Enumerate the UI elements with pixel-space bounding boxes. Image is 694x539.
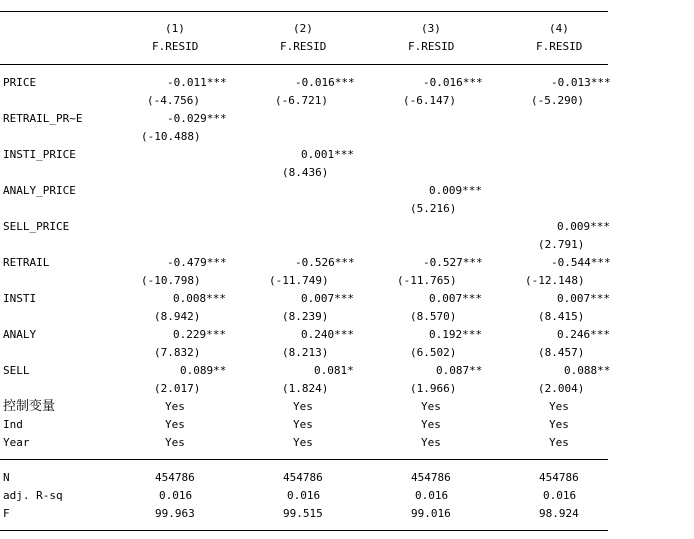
t-statistic: (-10.798)	[141, 274, 201, 287]
row-label: SELL	[3, 364, 30, 377]
coefficient: -0.479***	[167, 256, 227, 269]
t-statistic: (-6.721)	[275, 94, 328, 107]
coefficient: 0.081*	[314, 364, 354, 377]
t-statistic: (2.004)	[538, 382, 585, 395]
stat-value: 98.924	[539, 507, 579, 520]
stat-value: 0.016	[415, 489, 449, 502]
column-number: (3)	[421, 22, 441, 35]
t-statistic: (-12.148)	[525, 274, 585, 287]
t-statistic: (8.239)	[282, 310, 329, 323]
t-statistic: (5.216)	[410, 202, 457, 215]
stat-value: 0.016	[159, 489, 193, 502]
row-label: SELL_PRICE	[3, 220, 70, 233]
row-label: INSTI_PRICE	[3, 148, 76, 161]
control-indicator: Yes	[293, 418, 313, 431]
coefficient: -0.526***	[295, 256, 355, 269]
dependent-variable: F.RESID	[280, 40, 327, 53]
column-number: (1)	[165, 22, 185, 35]
dependent-variable: F.RESID	[536, 40, 583, 53]
t-statistic: (2.791)	[538, 238, 585, 251]
row-label: RETRAIL_PR~E	[3, 112, 83, 125]
stat-value: 454786	[155, 471, 195, 484]
dependent-variable: F.RESID	[408, 40, 455, 53]
t-statistic: (8.415)	[538, 310, 585, 323]
coefficient: -0.029***	[167, 112, 227, 125]
coefficient: 0.088**	[564, 364, 611, 377]
coefficient: 0.229***	[173, 328, 226, 341]
coefficient: -0.016***	[295, 76, 355, 89]
control-indicator: Yes	[549, 436, 569, 449]
row-label: RETRAIL	[3, 256, 50, 269]
t-statistic: (2.017)	[154, 382, 201, 395]
control-indicator: Yes	[421, 418, 441, 431]
stats-rule	[0, 459, 608, 460]
t-statistic: (-11.765)	[397, 274, 457, 287]
bottom-rule	[0, 530, 608, 531]
t-statistic: (-6.147)	[403, 94, 456, 107]
stat-value: 0.016	[543, 489, 577, 502]
t-statistic: (8.942)	[154, 310, 201, 323]
t-statistic: (1.966)	[410, 382, 457, 395]
t-statistic: (8.570)	[410, 310, 457, 323]
coefficient: 0.192***	[429, 328, 482, 341]
coefficient: 0.009***	[557, 220, 610, 233]
control-label: Year	[3, 436, 30, 449]
stat-value: 454786	[283, 471, 323, 484]
control-indicator: Yes	[293, 400, 313, 413]
stat-value: 454786	[411, 471, 451, 484]
row-label: ANALY	[3, 328, 37, 341]
coefficient: 0.240***	[301, 328, 354, 341]
column-number: (4)	[549, 22, 569, 35]
t-statistic: (-4.756)	[147, 94, 200, 107]
t-statistic: (8.213)	[282, 346, 329, 359]
row-label: INSTI	[3, 292, 37, 305]
row-label: PRICE	[3, 76, 37, 89]
stat-label: N	[3, 471, 10, 484]
t-statistic: (8.436)	[282, 166, 329, 179]
coefficient: 0.087**	[436, 364, 483, 377]
control-label: Ind	[3, 418, 23, 431]
stat-label: F	[3, 507, 10, 520]
stat-value: 0.016	[287, 489, 321, 502]
coefficient: -0.544***	[551, 256, 611, 269]
control-indicator: Yes	[421, 436, 441, 449]
control-indicator: Yes	[165, 400, 185, 413]
stat-value: 99.515	[283, 507, 323, 520]
t-statistic: (-11.749)	[269, 274, 329, 287]
coefficient: -0.013***	[551, 76, 611, 89]
coefficient: 0.089**	[180, 364, 227, 377]
t-statistic: (-5.290)	[531, 94, 584, 107]
stat-value: 99.963	[155, 507, 195, 520]
control-indicator: Yes	[421, 400, 441, 413]
coefficient: 0.007***	[301, 292, 354, 305]
control-indicator: Yes	[165, 436, 185, 449]
coefficient: 0.001***	[301, 148, 354, 161]
t-statistic: (7.832)	[154, 346, 201, 359]
coefficient: 0.008***	[173, 292, 226, 305]
t-statistic: (8.457)	[538, 346, 585, 359]
control-indicator: Yes	[165, 418, 185, 431]
dependent-variable: F.RESID	[152, 40, 199, 53]
stat-value: 99.016	[411, 507, 451, 520]
control-indicator: Yes	[549, 400, 569, 413]
coefficient: -0.527***	[423, 256, 483, 269]
control-indicator: Yes	[549, 418, 569, 431]
column-number: (2)	[293, 22, 313, 35]
control-label: 控制变量	[3, 399, 56, 414]
coefficient: 0.246***	[557, 328, 610, 341]
coefficient: 0.009***	[429, 184, 482, 197]
stat-label: adj. R-sq	[3, 489, 63, 502]
coefficient: 0.007***	[557, 292, 610, 305]
row-label: ANALY_PRICE	[3, 184, 76, 197]
coefficient: -0.011***	[167, 76, 227, 89]
t-statistic: (1.824)	[282, 382, 329, 395]
coefficient: -0.016***	[423, 76, 483, 89]
t-statistic: (-10.488)	[141, 130, 201, 143]
top-rule	[0, 11, 608, 12]
coefficient: 0.007***	[429, 292, 482, 305]
stat-value: 454786	[539, 471, 579, 484]
t-statistic: (6.502)	[410, 346, 457, 359]
control-indicator: Yes	[293, 436, 313, 449]
header-rule	[0, 64, 608, 65]
